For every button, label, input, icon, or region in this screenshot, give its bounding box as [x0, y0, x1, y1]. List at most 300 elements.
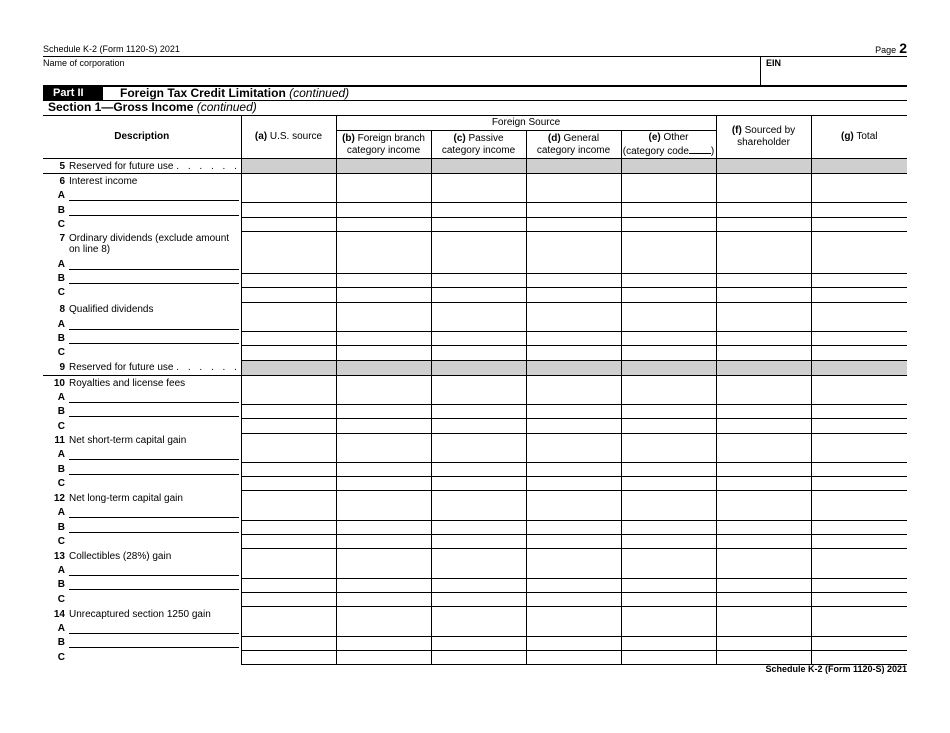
part-title-text: Foreign Tax Credit Limitation: [120, 86, 286, 100]
cell-d[interactable]: [526, 535, 621, 549]
cell-f[interactable]: [716, 622, 811, 636]
cell-e[interactable]: [621, 390, 716, 404]
cell-f[interactable]: [716, 217, 811, 231]
cell-c[interactable]: [431, 506, 526, 520]
sub-line-description-field[interactable]: [69, 219, 239, 230]
line-label: Reserved for future use . . . . . .: [69, 161, 240, 172]
section-title-text: Section 1—Gross Income: [48, 100, 194, 114]
cell-c[interactable]: [431, 189, 526, 203]
cell-e[interactable]: [621, 650, 716, 664]
cell-c[interactable]: [431, 346, 526, 360]
cell-d[interactable]: [526, 477, 621, 491]
cell-c[interactable]: [431, 477, 526, 491]
sub-line-letter: A: [57, 449, 65, 461]
cell-c[interactable]: [431, 535, 526, 549]
cell-a[interactable]: [241, 217, 336, 231]
cell-a[interactable]: [241, 592, 336, 606]
cell-f[interactable]: [716, 419, 811, 433]
cell-e[interactable]: [621, 317, 716, 331]
cell-g: [811, 231, 907, 259]
cell-a[interactable]: [241, 332, 336, 346]
section-title: [48, 100, 257, 114]
cell-f[interactable]: [716, 462, 811, 476]
cell-g[interactable]: [811, 636, 907, 650]
cell-d[interactable]: [526, 217, 621, 231]
table-row: [43, 607, 907, 622]
cell-b[interactable]: [336, 217, 431, 231]
col-header-g: [811, 116, 907, 159]
cell-e[interactable]: [621, 622, 716, 636]
cell-f[interactable]: [716, 506, 811, 520]
col-header-foreign-source: Foreign Source: [336, 116, 716, 131]
cell-a[interactable]: [241, 390, 336, 404]
cell-g[interactable]: [811, 317, 907, 331]
cell-b[interactable]: [336, 578, 431, 592]
cell-d[interactable]: [526, 448, 621, 462]
cell-a[interactable]: [241, 636, 336, 650]
line-description: [43, 607, 241, 665]
cell-e[interactable]: [621, 346, 716, 360]
cell-d[interactable]: [526, 203, 621, 217]
cell-g[interactable]: [811, 217, 907, 231]
cell-a[interactable]: [241, 564, 336, 578]
sub-line-description-field[interactable]: [69, 622, 239, 634]
cell-e: [621, 231, 716, 259]
cell-b: [336, 607, 431, 622]
cell-c: [431, 302, 526, 317]
cell-b[interactable]: [336, 535, 431, 549]
cell-d[interactable]: [526, 317, 621, 331]
cell-b[interactable]: [336, 259, 431, 273]
cell-c[interactable]: [431, 217, 526, 231]
sub-line-description-field[interactable]: [69, 287, 239, 298]
cell-a[interactable]: [241, 477, 336, 491]
cell-f[interactable]: [716, 448, 811, 462]
sub-lines: [43, 315, 241, 358]
sub-line-description-field[interactable]: [69, 347, 239, 358]
cell-c[interactable]: [431, 317, 526, 331]
cell-f: [716, 360, 811, 375]
line-label: Net long-term capital gain: [69, 492, 183, 504]
line-label: Net short-term capital gain: [69, 435, 187, 447]
line-number: 7: [59, 233, 65, 245]
line-description: [43, 491, 241, 549]
cell-g[interactable]: [811, 622, 907, 636]
cell-b[interactable]: [336, 462, 431, 476]
corporation-name-label: Name of corporation: [43, 58, 125, 68]
cell-a[interactable]: [241, 419, 336, 433]
cell-b[interactable]: [336, 622, 431, 636]
cell-f[interactable]: [716, 203, 811, 217]
cell-c[interactable]: [431, 650, 526, 664]
cell-f[interactable]: [716, 259, 811, 273]
line-number: 5: [59, 161, 65, 172]
cell-g[interactable]: [811, 203, 907, 217]
sub-line-description-field[interactable]: [69, 448, 239, 460]
line-description: [43, 433, 241, 491]
cell-d[interactable]: [526, 259, 621, 273]
cell-f[interactable]: [716, 346, 811, 360]
sub-line-letter: B: [57, 204, 65, 216]
line-description: [43, 549, 241, 607]
cell-b[interactable]: [336, 317, 431, 331]
cell-g: [811, 549, 907, 564]
cell-e[interactable]: [621, 578, 716, 592]
page-number: 2: [899, 40, 907, 56]
line-description: [43, 375, 241, 433]
cell-c: [431, 549, 526, 564]
cell-a: [241, 302, 336, 317]
cell-b[interactable]: [336, 332, 431, 346]
sub-line-letter: B: [57, 637, 65, 649]
line-number: 6: [59, 176, 65, 187]
sub-line-description-field[interactable]: [69, 564, 239, 576]
sub-line-description-field[interactable]: [69, 391, 239, 403]
cell-f: [716, 302, 811, 317]
cell-f[interactable]: [716, 564, 811, 578]
col-e-letter: (e): [648, 131, 661, 143]
form-id-header: Schedule K-2 (Form 1120-S) 2021: [43, 44, 180, 54]
sub-line-description-field[interactable]: [69, 463, 239, 475]
cell-b[interactable]: [336, 404, 431, 418]
cell-b: [336, 549, 431, 564]
cell-b[interactable]: [336, 346, 431, 360]
cell-b[interactable]: [336, 477, 431, 491]
sub-line-letter: C: [57, 347, 65, 359]
sub-line-description-field[interactable]: [69, 332, 239, 344]
cell-d[interactable]: [526, 404, 621, 418]
col-f-label: Sourced by: [744, 125, 796, 136]
cell-g[interactable]: [811, 477, 907, 491]
part-label: Part II: [43, 87, 103, 100]
cell-e[interactable]: [621, 288, 716, 302]
form-id-footer: Schedule K-2 (Form 1120-S) 2021: [765, 664, 907, 674]
cell-d[interactable]: [526, 419, 621, 433]
col-g-label: Total: [856, 131, 878, 142]
cell-d[interactable]: [526, 189, 621, 203]
table-row: [43, 491, 907, 506]
header-rule: [43, 56, 907, 57]
cell-e[interactable]: [621, 203, 716, 217]
sub-line-description-field[interactable]: [69, 594, 239, 605]
sub-line-description-field[interactable]: [69, 421, 239, 432]
sub-lines: [43, 187, 241, 230]
sub-lines: [43, 389, 241, 432]
ein-divider: [760, 57, 761, 85]
col-header-f: [716, 116, 811, 159]
line-description: [43, 159, 241, 174]
sub-line-description-field[interactable]: [69, 506, 239, 518]
col-a-letter: (a): [254, 131, 268, 142]
cell-f[interactable]: [716, 390, 811, 404]
cell-a[interactable]: [241, 317, 336, 331]
cell-e: [621, 174, 716, 189]
cell-f: [716, 174, 811, 189]
cell-d[interactable]: [526, 462, 621, 476]
cell-c[interactable]: [431, 274, 526, 288]
page-indicator: [875, 40, 907, 56]
cell-e[interactable]: [621, 189, 716, 203]
sub-line-description-field[interactable]: [69, 652, 239, 663]
cell-g[interactable]: [811, 592, 907, 606]
col-header-b: [336, 131, 431, 159]
cell-a[interactable]: [241, 346, 336, 360]
sub-line-letter: C: [57, 218, 65, 230]
cell-g[interactable]: [811, 448, 907, 462]
cell-a: [241, 549, 336, 564]
cell-g[interactable]: [811, 578, 907, 592]
cell-g[interactable]: [811, 274, 907, 288]
cell-c[interactable]: [431, 592, 526, 606]
cell-a[interactable]: [241, 448, 336, 462]
cell-f: [716, 159, 811, 174]
cell-g[interactable]: [811, 404, 907, 418]
cell-d[interactable]: [526, 564, 621, 578]
cell-g[interactable]: [811, 650, 907, 664]
cell-e[interactable]: [621, 332, 716, 346]
sub-line-description-field[interactable]: [69, 536, 239, 547]
cell-g[interactable]: [811, 462, 907, 476]
cell-b[interactable]: [336, 203, 431, 217]
cell-c[interactable]: [431, 578, 526, 592]
line-description: [43, 174, 241, 232]
table-body: [43, 159, 907, 665]
cell-e[interactable]: [621, 462, 716, 476]
sub-line-description-field[interactable]: [69, 478, 239, 489]
cell-e[interactable]: [621, 448, 716, 462]
cell-a[interactable]: [241, 622, 336, 636]
table-row: [43, 159, 907, 174]
cell-a[interactable]: [241, 520, 336, 534]
cell-f[interactable]: [716, 650, 811, 664]
cell-a[interactable]: [241, 650, 336, 664]
cell-c[interactable]: [431, 332, 526, 346]
cell-d[interactable]: [526, 274, 621, 288]
cell-f[interactable]: [716, 636, 811, 650]
line-number: 14: [53, 608, 65, 620]
cell-f[interactable]: [716, 535, 811, 549]
sub-line-description-field[interactable]: [69, 521, 239, 533]
cell-a[interactable]: [241, 535, 336, 549]
cell-a[interactable]: [241, 506, 336, 520]
cell-g: [811, 375, 907, 390]
cell-c[interactable]: [431, 462, 526, 476]
line-label: Ordinary dividends (exclude amount on line 8): [69, 233, 230, 256]
cell-c[interactable]: [431, 564, 526, 578]
cell-g[interactable]: [811, 564, 907, 578]
cell-a: [241, 375, 336, 390]
cell-a[interactable]: [241, 578, 336, 592]
sub-line-description-field[interactable]: [69, 636, 239, 648]
cell-g[interactable]: [811, 535, 907, 549]
sub-line-letter: A: [57, 318, 65, 330]
cell-b: [336, 159, 431, 174]
cell-g[interactable]: [811, 390, 907, 404]
cell-e: [621, 549, 716, 564]
line-description: [43, 360, 241, 375]
cell-g[interactable]: [811, 288, 907, 302]
cell-d[interactable]: [526, 592, 621, 606]
cell-d[interactable]: [526, 506, 621, 520]
cell-c[interactable]: [431, 448, 526, 462]
col-d-label2: category income: [536, 144, 611, 156]
cell-a[interactable]: [241, 288, 336, 302]
cell-c[interactable]: [431, 636, 526, 650]
cell-d: [526, 433, 621, 448]
cell-f[interactable]: [716, 578, 811, 592]
cell-e: [621, 433, 716, 448]
cell-a[interactable]: [241, 203, 336, 217]
sub-line-letter: A: [57, 391, 65, 403]
cell-g[interactable]: [811, 332, 907, 346]
cell-b[interactable]: [336, 506, 431, 520]
cell-e[interactable]: [621, 274, 716, 288]
cell-c[interactable]: [431, 288, 526, 302]
col-e-label: Other: [663, 131, 689, 143]
sub-lines: [43, 562, 241, 605]
cell-d: [526, 375, 621, 390]
col-e-label2: (category code: [622, 145, 689, 157]
cell-b[interactable]: [336, 650, 431, 664]
cell-c[interactable]: [431, 259, 526, 273]
cell-c[interactable]: [431, 520, 526, 534]
sub-line-description-field[interactable]: [69, 318, 239, 330]
cell-g[interactable]: [811, 189, 907, 203]
cell-e[interactable]: [621, 404, 716, 418]
cell-g[interactable]: [811, 506, 907, 520]
col-header-a: [241, 116, 336, 159]
cell-e[interactable]: [621, 217, 716, 231]
cell-g[interactable]: [811, 520, 907, 534]
col-header-e: [621, 131, 716, 159]
cell-b[interactable]: [336, 390, 431, 404]
sub-line-letter: A: [57, 258, 65, 270]
cell-f[interactable]: [716, 189, 811, 203]
cell-b: [336, 231, 431, 259]
part-title-note: (continued): [289, 86, 350, 100]
cell-e: [621, 491, 716, 506]
cell-b[interactable]: [336, 636, 431, 650]
cell-a[interactable]: [241, 462, 336, 476]
cell-f[interactable]: [716, 592, 811, 606]
table-row: [43, 549, 907, 564]
cell-b[interactable]: [336, 592, 431, 606]
sub-line-letter: A: [57, 623, 65, 635]
sub-line-description-field[interactable]: [69, 258, 239, 270]
cell-c[interactable]: [431, 203, 526, 217]
cell-d[interactable]: [526, 650, 621, 664]
cell-e: [621, 607, 716, 622]
cell-d: [526, 174, 621, 189]
cell-e[interactable]: [621, 535, 716, 549]
cell-b[interactable]: [336, 520, 431, 534]
sub-line-description-field[interactable]: [69, 272, 239, 284]
sub-line-letter: B: [57, 272, 65, 284]
cell-a: [241, 360, 336, 375]
sub-line-letter: C: [57, 535, 65, 547]
cell-e[interactable]: [621, 477, 716, 491]
sub-line-letter: B: [57, 406, 65, 418]
cell-g: [811, 159, 907, 174]
cell-a: [241, 159, 336, 174]
col-d-letter: (d): [547, 132, 561, 144]
sub-line-description-field[interactable]: [69, 189, 239, 201]
cell-d[interactable]: [526, 332, 621, 346]
cell-d[interactable]: [526, 636, 621, 650]
col-header-d: [526, 131, 621, 159]
cell-f[interactable]: [716, 404, 811, 418]
cell-c: [431, 375, 526, 390]
cell-c: [431, 491, 526, 506]
cell-b: [336, 174, 431, 189]
cell-a[interactable]: [241, 189, 336, 203]
cell-e[interactable]: [621, 636, 716, 650]
cell-f[interactable]: [716, 288, 811, 302]
cell-d[interactable]: [526, 520, 621, 534]
cell-d[interactable]: [526, 390, 621, 404]
cell-d[interactable]: [526, 288, 621, 302]
cell-a: [241, 231, 336, 259]
cell-b[interactable]: [336, 564, 431, 578]
line-label: Reserved for future use . . . . . .: [69, 362, 240, 374]
cell-e[interactable]: [621, 259, 716, 273]
cell-e[interactable]: [621, 520, 716, 534]
cell-g[interactable]: [811, 419, 907, 433]
cell-d[interactable]: [526, 346, 621, 360]
sub-line-letter: B: [57, 463, 65, 475]
cell-f[interactable]: [716, 317, 811, 331]
cell-c[interactable]: [431, 404, 526, 418]
cell-a[interactable]: [241, 274, 336, 288]
col-b-label2: category income: [346, 144, 421, 156]
sub-lines: [43, 255, 241, 298]
cell-b[interactable]: [336, 189, 431, 203]
cell-g[interactable]: [811, 259, 907, 273]
cell-a[interactable]: [241, 259, 336, 273]
line-label: Unrecaptured section 1250 gain: [69, 608, 211, 620]
cell-f[interactable]: [716, 520, 811, 534]
cell-b[interactable]: [336, 274, 431, 288]
cell-d[interactable]: [526, 622, 621, 636]
col-f-label2: shareholder: [737, 137, 790, 148]
sub-lines: [43, 504, 241, 547]
sub-lines: [43, 446, 241, 489]
cell-b[interactable]: [336, 448, 431, 462]
cell-c[interactable]: [431, 622, 526, 636]
cell-b[interactable]: [336, 288, 431, 302]
cell-a[interactable]: [241, 404, 336, 418]
cell-f[interactable]: [716, 332, 811, 346]
category-code-field[interactable]: [689, 144, 711, 154]
cell-c[interactable]: [431, 390, 526, 404]
cell-f[interactable]: [716, 477, 811, 491]
col-f-letter: (f): [731, 125, 742, 136]
sub-line-description-field[interactable]: [69, 578, 239, 590]
cell-e[interactable]: [621, 564, 716, 578]
line-number: 11: [54, 435, 65, 447]
cell-e[interactable]: [621, 506, 716, 520]
sub-line-description-field[interactable]: [69, 204, 239, 216]
cell-e[interactable]: [621, 419, 716, 433]
cell-c[interactable]: [431, 419, 526, 433]
cell-c: [431, 607, 526, 622]
cell-d[interactable]: [526, 578, 621, 592]
cell-e[interactable]: [621, 592, 716, 606]
cell-g[interactable]: [811, 346, 907, 360]
cell-f[interactable]: [716, 274, 811, 288]
sub-line-description-field[interactable]: [69, 405, 239, 417]
cell-b[interactable]: [336, 419, 431, 433]
